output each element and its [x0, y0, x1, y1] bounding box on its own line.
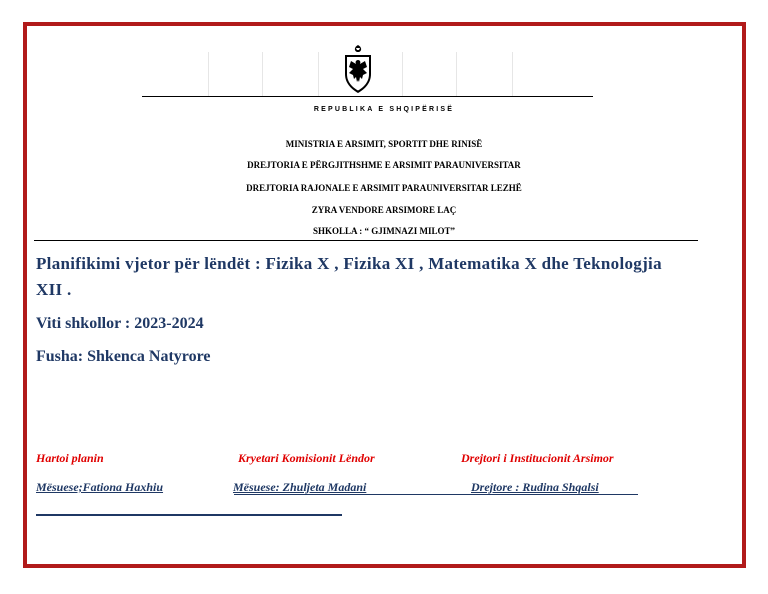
decorative-line — [318, 52, 319, 96]
local-office-line: ZYRA VENDORE ARSIMORE LAÇ — [311, 205, 457, 215]
role-institution-director: Drejtori i Institucionit Arsimor — [461, 451, 614, 465]
name-director-shqalsi: Drejtore : Rudina Shqalsi — [471, 480, 599, 494]
republic-heading: REPUBLIKA E SHQIPËRISË — [313, 106, 455, 113]
header-rule — [142, 96, 593, 97]
role-commission-chair: Kryetari Komisionit Lëndor — [238, 451, 375, 465]
ministry-line: MINISTRIA E ARSIMIT, SPORTIT DHE RINISË — [285, 139, 483, 149]
albanian-eagle-emblem-icon — [342, 44, 374, 94]
decorative-line — [456, 52, 457, 96]
school-rule — [34, 240, 698, 241]
decorative-line — [262, 52, 263, 96]
field-of-study: Fusha: Shkenca Natyrore — [36, 348, 211, 365]
regional-directorate-line: DREJTORIA RAJONALE E ARSIMIT PARAUNIVERSITAR LEZHË — [246, 183, 522, 193]
role-prepared-by: Hartoi planin — [36, 451, 104, 465]
general-directorate-line: DREJTORIA E PËRGJITHSHME E ARSIMIT PARAUNIVERSITAR — [247, 160, 521, 170]
bottom-rule — [36, 514, 342, 516]
school-line: SHKOLLA : “ GJIMNAZI MILOT” — [312, 226, 456, 236]
decorative-line — [512, 52, 513, 96]
school-year: Viti shkollor : 2023-2024 — [36, 315, 204, 332]
name-teacher-haxhiu: Mësuese;Fationa Haxhiu — [36, 480, 164, 494]
name-teacher-madani: Mësuese: Zhuljeta Madani — [233, 480, 367, 494]
decorative-line — [402, 52, 403, 96]
decorative-line — [208, 52, 209, 96]
plan-title: Planifikimi vjetor për lëndët : Fizika X , Fizika XI , Matematika X dhe Teknologjia XII . — [36, 254, 662, 299]
